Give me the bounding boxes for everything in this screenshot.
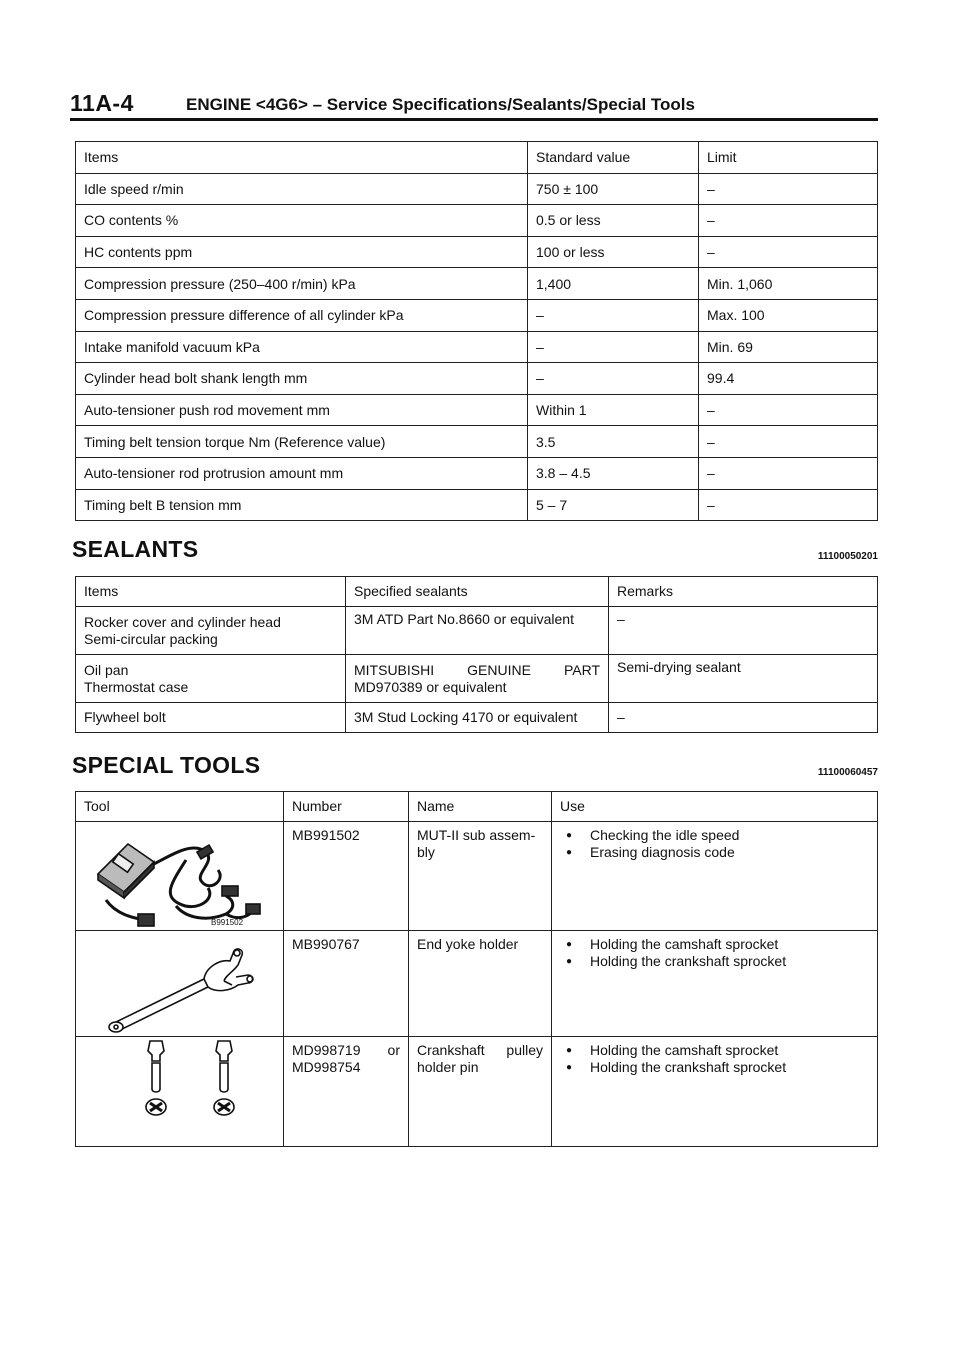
sealants-heading: SEALANTS [72, 536, 199, 562]
tool-number-cell [284, 931, 409, 1037]
table-row [76, 331, 878, 363]
spec-limit-cell: – [699, 205, 878, 237]
column-header: Number [284, 792, 409, 822]
spec-item-cell: Timing belt tension torque Nm (Reference value) [76, 426, 528, 458]
table-row [76, 655, 878, 703]
item-line: Rocker cover and cylinder head [84, 613, 281, 630]
sealant-spec-cell [346, 703, 609, 733]
table-row [76, 457, 878, 489]
item-line: Oil pan [84, 661, 129, 678]
sealant-remarks-cell: – [609, 703, 878, 733]
spec-standard-cell: – [528, 363, 699, 395]
item-line: Thermostat case [84, 678, 189, 695]
tool-number: MB990767 [292, 936, 360, 952]
tool-number-justified [292, 1042, 400, 1059]
spec-item-cell: Compression pressure difference of all cylinder kPa [76, 299, 528, 331]
table-row [76, 607, 878, 655]
spec-item-cell: HC contents ppm [76, 236, 528, 268]
spec-limit-cell: – [699, 173, 878, 205]
spec-item-cell: Idle speed r/min [76, 173, 528, 205]
spec-limit-cell: Min. 1,060 [699, 268, 878, 300]
word: PART [563, 661, 600, 678]
end-yoke-holder-icon [76, 931, 283, 1036]
table-row [76, 822, 878, 931]
table-row [76, 363, 878, 395]
sealants-code: 11100050201 [817, 551, 878, 562]
table-row [76, 1037, 878, 1147]
spec-item-cell: Intake manifold vacuum kPa [76, 331, 528, 363]
page-title: ENGINE <4G6> – Service Specifications/Sealants/Special Tools [186, 95, 695, 114]
use-item: ● Holding the camshaft sprocket [560, 936, 869, 953]
table-row [76, 268, 878, 300]
use-list [560, 827, 869, 861]
spec-item-cell: CO contents % [76, 205, 528, 237]
sealant-line: 3M Stud Locking 4170 or equivalent [354, 709, 578, 725]
tool-number: MB991502 [292, 827, 360, 843]
column-header: Items [76, 577, 346, 607]
tool-label: B991502 [211, 918, 244, 927]
column-header: Tool [76, 792, 284, 822]
table-row [76, 931, 878, 1037]
spec-limit-cell: – [699, 457, 878, 489]
sealant-items-cell [76, 703, 346, 733]
column-header: Items [76, 142, 528, 174]
spec-standard-cell: 3.8 – 4.5 [528, 457, 699, 489]
tool-image-cell [76, 931, 284, 1037]
use-item: ● Erasing diagnosis code [560, 844, 869, 861]
sealant-line: MD970389 or equivalent [354, 678, 507, 695]
spec-limit-cell: 99.4 [699, 363, 878, 395]
sealant-remarks-cell: Semi-drying sealant [609, 655, 878, 703]
spec-limit-cell: – [699, 236, 878, 268]
tool-number-cell [284, 822, 409, 931]
word: MITSUBISHI [354, 661, 435, 678]
spec-item-cell: Cylinder head bolt shank length mm [76, 363, 528, 395]
table-row [76, 703, 878, 733]
sealant-spec-cell [346, 655, 609, 703]
spec-limit-cell: – [699, 426, 878, 458]
spec-limit-cell: Min. 69 [699, 331, 878, 363]
sealant-line-justified [354, 662, 600, 679]
tool-name-line: End yoke holder [417, 936, 519, 952]
sealant-spec-cell [346, 607, 609, 655]
spec-standard-cell: 5 – 7 [528, 489, 699, 521]
sealant-items-cell [76, 655, 346, 703]
page-number: 11A-4 [70, 90, 134, 116]
spec-item-cell: Timing belt B tension mm [76, 489, 528, 521]
spec-standard-cell: 3.5 [528, 426, 699, 458]
mut-ii-tester-icon [76, 822, 283, 930]
column-header: Specified sealants [346, 577, 609, 607]
spec-standard-cell: Within 1 [528, 394, 699, 426]
use-list [560, 936, 869, 970]
spec-limit-cell: Max. 100 [699, 299, 878, 331]
header-rule [70, 118, 878, 121]
spec-item-cell: Compression pressure (250–400 r/min) kPa [76, 268, 528, 300]
tool-number-cell [284, 1037, 409, 1147]
sealant-items-cell [76, 607, 346, 655]
word: pulley [506, 1042, 543, 1058]
table-row [76, 173, 878, 205]
column-header: Remarks [609, 577, 878, 607]
holder-pin-icon [76, 1037, 283, 1146]
item-line: Flywheel bolt [84, 709, 166, 725]
use-list [560, 1042, 869, 1076]
word: or [387, 1042, 400, 1058]
spec-limit-cell: – [699, 489, 878, 521]
column-header: Limit [699, 142, 878, 174]
table-header-row [76, 142, 878, 174]
tool-image-cell [76, 822, 284, 931]
spec-limit-cell: – [699, 394, 878, 426]
tool-name-justified [417, 1042, 543, 1059]
table-header-row [76, 577, 878, 607]
tool-name-line: holder pin [417, 1059, 479, 1075]
special-tools-heading: SPECIAL TOOLS [72, 752, 261, 778]
service-spec-table [75, 141, 878, 521]
item-line: Semi-circular packing [84, 630, 218, 647]
table-header-row [76, 792, 878, 822]
use-item: ● Holding the camshaft sprocket [560, 1042, 869, 1059]
spec-standard-cell: 100 or less [528, 236, 699, 268]
special-tools-table [75, 791, 878, 1147]
table-row [76, 299, 878, 331]
word: MD998719 [292, 1042, 361, 1058]
spec-standard-cell: 0.5 or less [528, 205, 699, 237]
tool-name-line: bly [417, 844, 435, 860]
word: Crankshaft [417, 1042, 485, 1058]
tool-name-cell [409, 1037, 552, 1147]
special-tools-code: 11100060457 [817, 767, 878, 778]
tool-use-cell [552, 822, 878, 931]
word: GENUINE [467, 661, 531, 678]
use-item: ● Holding the crankshaft sprocket [560, 1059, 869, 1076]
table-row [76, 205, 878, 237]
tool-name-cell [409, 931, 552, 1037]
page-header [70, 88, 878, 118]
tool-image-cell [76, 1037, 284, 1147]
table-row [76, 394, 878, 426]
spec-standard-cell: 1,400 [528, 268, 699, 300]
tool-name-line: MUT-II sub assem- [417, 827, 536, 843]
tool-use-cell [552, 1037, 878, 1147]
sealant-line: 3M ATD Part No.8660 or equivalent [354, 611, 574, 627]
spec-standard-cell: – [528, 331, 699, 363]
sealants-table [75, 576, 878, 733]
column-header: Standard value [528, 142, 699, 174]
table-row [76, 236, 878, 268]
use-item: ● Holding the crankshaft sprocket [560, 953, 869, 970]
sealant-remarks-cell: – [609, 607, 878, 655]
spec-item-cell: Auto-tensioner push rod movement mm [76, 394, 528, 426]
spec-standard-cell: 750 ± 100 [528, 173, 699, 205]
tool-use-cell [552, 931, 878, 1037]
column-header: Use [552, 792, 878, 822]
spec-item-cell: Auto-tensioner rod protrusion amount mm [76, 457, 528, 489]
use-item: ● Checking the idle speed [560, 827, 869, 844]
table-row [76, 489, 878, 521]
column-header: Name [409, 792, 552, 822]
spec-standard-cell: – [528, 299, 699, 331]
tool-name-cell [409, 822, 552, 931]
table-row [76, 426, 878, 458]
tool-number: MD998754 [292, 1059, 361, 1075]
